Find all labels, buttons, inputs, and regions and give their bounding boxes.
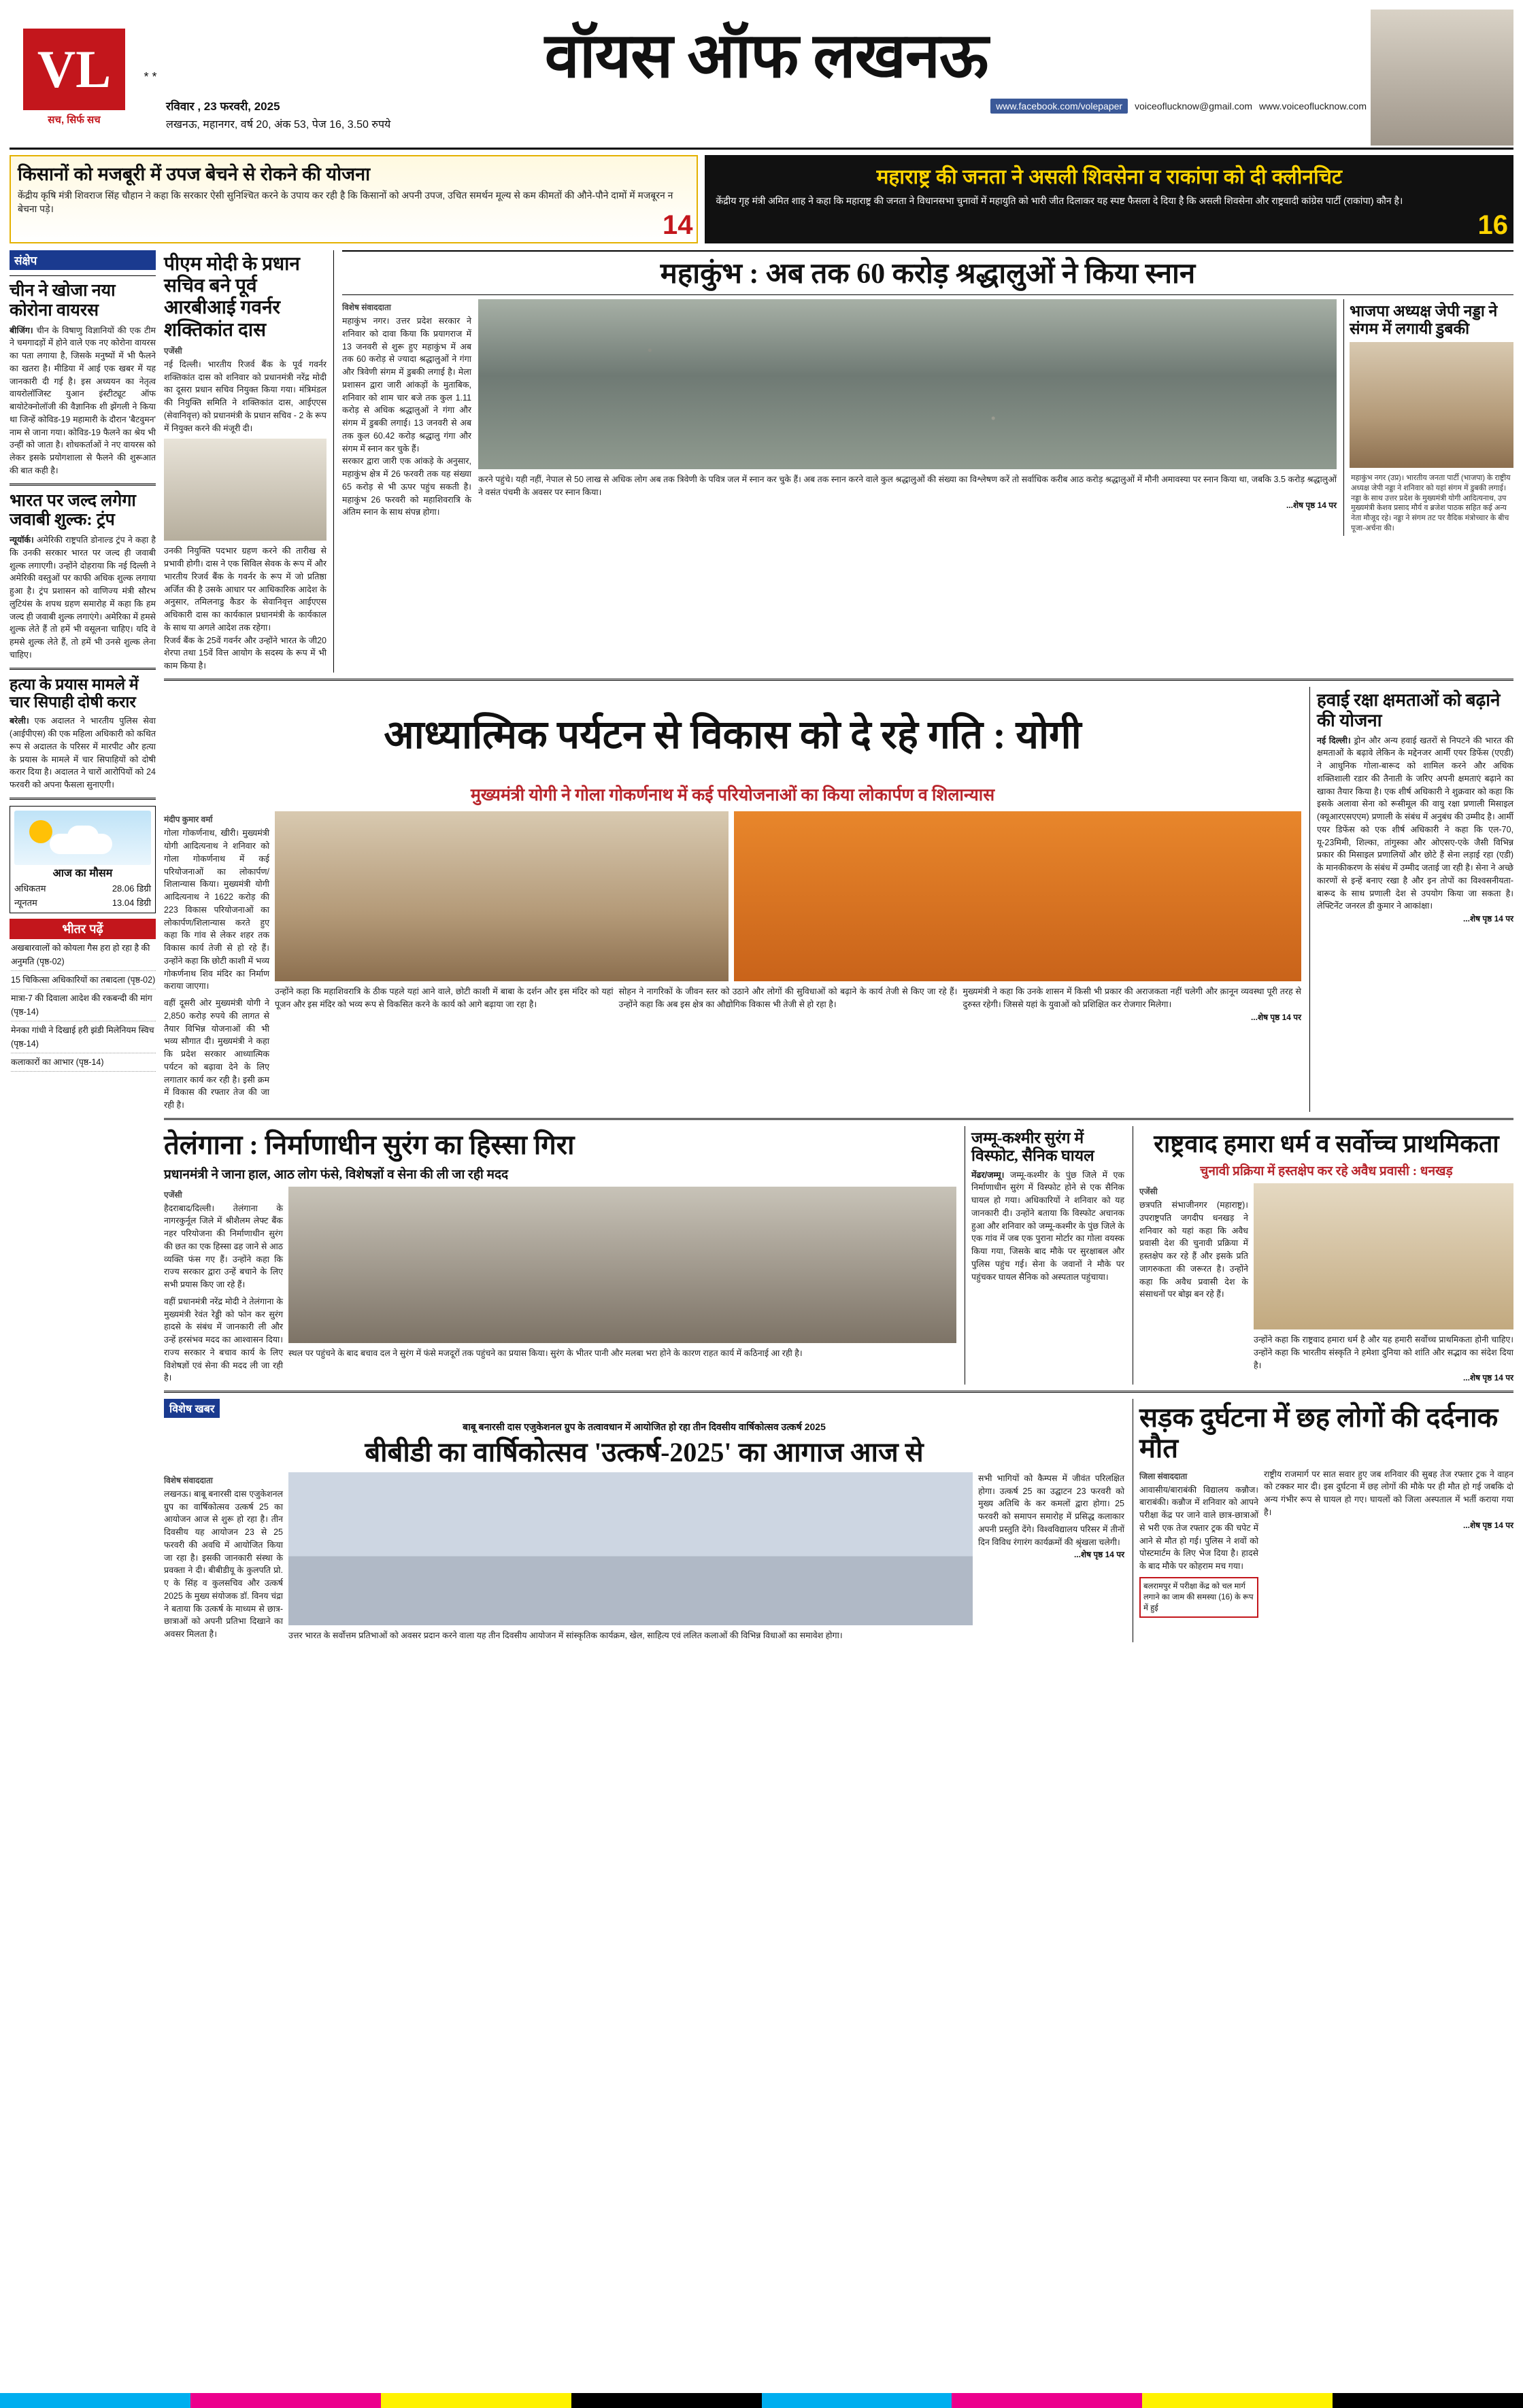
sankshep-label: संक्षेप xyxy=(10,250,156,270)
story-trump-tariff-headline: भारत पर जल्द लगेगा जवाबी शुल्क: ट्रंप xyxy=(10,491,136,530)
logo xyxy=(10,20,139,135)
story-nadda-headline: भाजपा अध्यक्ष जेपी नड्डा ने संगम में लगायी डुबकी xyxy=(1350,303,1498,338)
mahakumbh-crowd-photo xyxy=(478,299,1337,469)
story-bareilly-dateline: बरेली। xyxy=(10,716,29,726)
list-item[interactable]: अखबारवालों को कोयला गैस हरा हो रहा है की अनुमति (पृष्ठ-02) xyxy=(11,939,156,971)
story-telangana-col-1: हैदराबाद/दिल्ली। तेलंगाना के नागरकुर्नूल जिले में श्रीशैलम लेफ्ट बैंक नहर परियोजना की निर्माणाधीन सुरंग की छत का एक हिस्सा ढह जाने से आठ व्यक्ति फंस गए हैं। उन्होंने कहा कि राज्य सरकार द्वारा उन्हें बचाने के लिए सभी प्रयास किए जा रहे हैं। xyxy=(164,1203,283,1290)
story-bbdu-byline: विशेष संवाददाता xyxy=(164,1475,213,1485)
story-dhankhar-headline: राष्ट्रवाद हमारा धर्म व सर्वोच्च प्राथमिकता xyxy=(1154,1130,1499,1157)
story-mahakumbh-byline: विशेष संवाददाता xyxy=(342,303,391,313)
masthead-dateline xyxy=(162,98,1371,114)
weather-title: आज का मौसम xyxy=(52,867,113,879)
story-bareilly-headline: हत्या के प्रयास मामले में चार सिपाही दोषी करार xyxy=(10,675,139,711)
story-china-virus-headline: चीन ने खोजा नया कोरोना वायरस xyxy=(10,282,116,320)
story-dhankhar-byline: एजेंसी xyxy=(1139,1187,1158,1197)
story-china-virus-body: चीन के विषाणु विज्ञानियों की एक टीम ने चमगादड़ों में होने वाले एक नए कोरोना वायरस का पता लगाया है, जिसके मनुष्यों में भी फैलने का खतरा है। मीडिया में आई एक खबर में यह जानकारी दी गई है। इस अध्ययन का नेतृत्व वायरोलॉजिस्ट युआन इंस्टीट्यूट ऑफ बायोटेक्नोलॉजी की वैज्ञानिक शी झेंगली ने किया था जिन्हें कोविड-19 महामारी के दौरान 'बैटवुमन' नाम से जाना गया। कोविड-19 फैलने का श्रेय भी उन्हीं को जाता है। शोधकर्ताओं ने नए वायरस को लेकर इसके प्रयोगशाला से फैलने की शुरूआत की बात कही है। xyxy=(10,325,156,475)
cmyk-swatch-cyan-2 xyxy=(762,2393,952,2408)
yogi-photo-1 xyxy=(275,811,729,981)
yogi-photo-2 xyxy=(734,811,1301,981)
story-telangana-col-2: वहीं प्रधानमंत्री नरेंद्र मोदी ने तेलंगाना के मुख्यमंत्री रेवंत रेड्डी को फोन कर सुरंग हादसे के संबंध में जानकारी ली और उन्हें हरसंभव मदद का आश्वासन दिया। राज्य सरकार ने बचाव कार्य के लिए विशेषज्ञों एवं सेना की मदद ली जा रही है। xyxy=(164,1296,283,1383)
story-mahakumbh-body-2: सरकार द्वारा जारी एक आंकड़े के अनुसार, महाकुंभ क्षेत्र में 26 फरवरी तक यह संख्या 65 करोड़ से भी ऊपर पहुंच सकती है। महाकुंभ 26 फरवरी को महाशिवरात्रि के अंतिम स्नान के साथ संपन्न होगा। xyxy=(342,456,471,518)
story-jammu-dateline: मेंढर/जम्मू। xyxy=(971,1170,1005,1180)
story-bbdu-contd[interactable]: ...शेष पृष्ठ 14 पर xyxy=(1073,1550,1124,1560)
cmyk-swatch-yellow xyxy=(381,2393,571,2408)
story-jammu-headline: जम्मू-कश्मीर सुरंग में विस्फोट, सैनिक घायल xyxy=(971,1129,1094,1165)
telangana-tunnel-photo xyxy=(288,1187,956,1343)
story-accident-col-2: राष्ट्रीय राजमार्ग पर सात सवार हुए जब शनिवार की सुबह तेज रफ्तार ट्रक ने वाहन को टक्कर मार दी। इस दुर्घटना में छह लोगों की मौके पर ही मौत हो गई जबकि दो अन्य गंभीर रूप से घायल हो गए। घायलों को जिला अस्पताल में भर्ती कराया गया है। xyxy=(1264,1469,1513,1517)
story-jammu-body: जम्मू-कश्मीर के पुंछ जिले में एक निर्माणाधीन सुरंग में विस्फोट होने से एक सैनिक घायल हो गया। अधिकारियों ने शनिवार को यह जानकारी दी। उन्होंने बताया कि विस्फोट अचानक हुआ और शनिवार को जम्मू-कश्मीर के पुंछ जिले के एक गांव में जब एक पुराना मोर्टार का गोला वयस्क किया गया, जिसके बाद मौके पर सुरक्षाबल और पुलिस पहुंच गई। सेना के जवानों ने मौके पर पहुंचकर घायल सैनिक को अस्पताल पहुंचाया। xyxy=(971,1170,1124,1282)
list-item[interactable]: मात्रा-7 की दिवाला आदेश की रकबन्दी की मांग (पृष्ठ-14) xyxy=(11,989,156,1021)
list-item[interactable]: 15 चिकित्सा अधिकारियों का तबादला (पृष्ठ-02) xyxy=(11,971,156,989)
story-shaktikanta-byline: एजेंसी xyxy=(164,345,182,356)
story-bbdu-col-3: सभी भागियों को कैम्पस में जीवंत परिलक्षित होगा। उत्कर्ष 25 का उद्घाटन 23 फरवरी को मुख्य अतिथि के कर कमलों द्वारा होगा। 25 फरवरी को समापन समारोह में प्रसिद्ध कलाकार अपनी प्रस्तुति देंगे। विश्वविद्यालय परिसर में तीनों दिन विविध रंगारंग कार्यक्रमों की श्रृंखला चलेगी। xyxy=(978,1473,1124,1547)
story-mahakumbh-body-1: महाकुंभ नगर। उत्तर प्रदेश सरकार ने शनिवार को दावा किया कि प्रयागराज में 13 जनवरी से शुरू हुए महाकुंभ में अब तक 60 करोड़ से ज्यादा श्रद्धालुओं ने गंगा और त्रिवेणी संगम में डुबकी लगाई है। मेला प्रशासन द्वारा जारी आंकड़ों के मुताबिक, शनिवार को शाम चार बजे तक कुल 1.11 करोड़ से अधिक श्रद्धालुओं ने गंगा और संगम में डुबकी लगाई। 13 जनवरी से अब तक कुल 60.42 करोड़ श्रद्धालु गंगा और संगम में स्नान कर चुके हैं। xyxy=(342,316,471,454)
story-mahakumbh-contd[interactable]: ...शेष पृष्ठ 14 पर xyxy=(1286,500,1337,510)
inside-pages-label: भीतर पढ़ें xyxy=(10,919,156,939)
story-jammu-blast[interactable] xyxy=(965,1126,1124,1385)
story-yogi-subhead: मुख्यमंत्री योगी ने गोला गोकर्णनाथ में कई परियोजनाओं का किया लोकार्पण व शिलान्यास xyxy=(470,786,995,805)
cmyk-swatch-magenta-2 xyxy=(952,2393,1142,2408)
story-bbdu-col-1: लखनऊ। बाबू बनारसी दास एजुकेशनल ग्रुप का वार्षिकोत्सव उत्कर्ष 25 का आयोजन आज से शुरू हो रहा है। तीन दिवसीय यह आयोजन 23 से 25 फरवरी की अवधि में आयोजित किया जा रहा है। इसकी जानकारी संस्था के प्रवक्ता ने दी। बीबीडीयू के कुलपति प्रो. ए के सिंह व कुलसचिव और उत्कर्ष 2025 के मुख्य संयोजक डॉ. विनय चंद्रा ने बताया कि उत्कर्ष के माध्यम से छात्र-छात्राओं को अपनी प्रतिभा दिखाने का अवसर मिलता है। xyxy=(164,1489,283,1640)
story-mahakumbh[interactable] xyxy=(342,250,1513,673)
story-road-accident[interactable] xyxy=(1133,1399,1513,1642)
story-bbdu[interactable] xyxy=(164,1399,1124,1642)
story-air-defence-contd[interactable]: ...शेष पृष्ठ 14 पर xyxy=(1462,914,1513,924)
story-telangana-subhead: प्रधानमंत्री ने जाना हाल, आठ लोग फंसे, विशेषज्ञों व सेना की ली जा रही मदद xyxy=(164,1167,509,1182)
top-stories-block xyxy=(164,250,1513,673)
story-nadda[interactable] xyxy=(1343,299,1513,536)
cmyk-swatch-black xyxy=(571,2393,762,2408)
story-mahakumbh-body-3: करने पहुंचे। यही नहीं, नेपाल से 50 लाख से अधिक लोग अब तक त्रिवेणी के पवित्र जल में स्नान कर चुके हैं। अब तक स्नान करने वाले कुल श्रद्धालुओं की संख्या का विश्लेषण करें तो सर्वाधिक करीब आठ करोड़ श्रद्धालुओं में मौनी अमावस्या पर स्नान किया था, जबकि 3.5 करोड़ श्रद्धालुओं ने वसंत पंचमी के अवसर पर स्नान किया। xyxy=(478,475,1337,497)
special-news-badge: विशेष खबर xyxy=(164,1399,220,1418)
story-telangana-headline: तेलंगाना : निर्माणाधीन सुरंग का हिस्सा गिरा xyxy=(164,1129,575,1160)
middle-stories-block xyxy=(164,1126,1513,1385)
inside-pages-list xyxy=(10,939,156,1072)
story-shaktikanta-das[interactable] xyxy=(164,250,334,673)
story-shaktikanta-body-1: नई दिल्ली। भारतीय रिजर्व बैंक के पूर्व गवर्नर शक्तिकांत दास को शनिवार को प्रधानमंत्री नरेंद्र मोदी का दूसरा प्रधान सचिव नियुक्त किया गया। मंत्रिमंडल की नियुक्ति समिति ने शक्तिकांत दास, आईएएस (सेवानिवृत्त) को प्रधानमंत्री के प्रधान सचिव - 2 के रूप में नियुक्त करने की मंजूरी दी। xyxy=(164,359,327,433)
story-yogi-headline: आध्यात्मिक पर्यटन से विकास को दे रहे गति : योगी xyxy=(384,712,1082,757)
weather-min-label: न्यूनतम xyxy=(14,897,37,908)
promo-strip xyxy=(10,155,1513,243)
accident-alert-box: बलरामपुर में परीक्षा केंद्र को चल मार्ग लगाने का जाम की समस्या (16) के रूप में हुई xyxy=(1139,1577,1258,1618)
story-accident-byline: जिला संवाददाता xyxy=(1139,1471,1188,1481)
promo-right-headline: महाराष्ट्र की जनता ने असली शिवसेना व राकांपा को दी क्लीनचिट xyxy=(876,166,1342,188)
website-link[interactable]: www.voiceoflucknow.com xyxy=(1259,100,1367,112)
story-dhankhar-contd[interactable]: ...शेष पृष्ठ 14 पर xyxy=(1462,1373,1513,1383)
promo-card-farmers[interactable] xyxy=(10,155,698,243)
promo-left-headline: किसानों को मजबूरी में उपज बेचने से रोकने की योजना xyxy=(18,164,371,184)
story-yogi-byline: मंदीप कुमार वर्मा xyxy=(164,815,213,825)
promo-left-text: केंद्रीय कृषि मंत्री शिवराज सिंह चौहान ने कहा कि सरकार ऐसी सुनिश्चित करने के उपाय कर रही है कि किसानों को अपनी उपज, उचित समर्थन मूल्य से कम कीमतों की औने-पौने दामों में मजबूरन न बेचना पड़े। xyxy=(18,190,673,215)
story-telangana-col-3: स्थल पर पहुंचने के बाद बचाव दल ने सुरंग में फंसे मजदूरों तक पहुंचने का प्रयास किया। सुरंग के भीतर पानी और मलबा भरा होने के कारण राहत कार्य में कठिनाई आ रही है। xyxy=(288,1348,803,1358)
dhankhar-photo xyxy=(1254,1183,1513,1329)
story-trump-tariff-body: अमेरिकी राष्ट्रपति डोनाल्ड ट्रंप ने कहा है कि उनकी सरकार भारत पर जल्द ही जवाबी शुल्क लगाएगी। उन्होंने दोहराया कि नई दिल्ली ने अमेरिकी वस्तुओं पर काफी अधिक शुल्क लगाया हुआ है। ट्रंप प्रशासन को वाणिज्य मंत्री सौरभ लुटियंस के शपथ ग्रहण समारोह में कहा कि हम जल्द ही जवाबी शुल्क लगाएंगे। अमेरिका में हमसे शुल्क लेते हैं तो हमें भी वसूलना चाहिए। यदि वे हमसे शुल्क लेते हैं, तो हमें भी उनसे शुल्क लेना चाहिए। xyxy=(10,535,156,660)
bottom-stories-block xyxy=(164,1399,1513,1642)
issue-date: रविवार , 23 फरवरी, 2025 xyxy=(166,100,280,114)
weather-max-label: अधिकतम xyxy=(14,883,46,894)
cmyk-swatch-cyan xyxy=(0,2393,190,2408)
story-air-defence-body: ड्रोन और अन्य हवाई खतरों से निपटने की भारत की क्षमताओं के बढ़ावे लेकिन के मद्देनजर आर्मी एयर डिफेंस (एएडी) ने आधुनिक गोला-बारूद को शामिल करने और अधिक शक्तिशाली रडार की तैनाती के जरिए अपनी क्षमताएं बढ़ाने का खाका तैयार किया है। एक शीर्ष अधिकारी ने शुक्रवार को कहा कि इसके अलावा सेना को रूसीमूल की वायु रक्षा प्रणाली मिसाइल (क्यूआरएसएएम) प्रणाली के संबंध में अनुबंध की उम्मीद है। आर्मी एयर डिफेंस को एक शीर्ष अधिकारी ने कहा कि एल-70, यू-23मिमी, शिल्का, तांगुस्का और ओएसए-एके जैसी विभिन्न प्रकार की मिसाइल प्रणालियों और छोटे हैं सेना लड़ाई रहा (एडी) के मानकीकरण के संबंध में उम्मीद जताई जा रही है। सेना ने अच्छे कारणों से इन्हें बनाए रखा है और इन तोपों का विश्वसनीयता-बारूद के साथ प्रणाली देश से उपयोग किया जा सकता है। लेफ्टिनेंट जनरल डी कुमार ने आकांक्षा। xyxy=(1317,735,1513,911)
promo-right-text: केंद्रीय गृह मंत्री अमित शाह ने कहा कि महाराष्ट्र की जनता ने विधानसभा चुनावों में महायुति को भारी जीत दिलाकर यह स्पष्ट फैसला दे दिया है कि असली शिवसेना और राष्ट्रवादी कांग्रेस पार्टी (राकांपा) कौन है। xyxy=(716,195,1403,206)
story-dhankhar[interactable] xyxy=(1133,1126,1513,1385)
center-column xyxy=(164,250,1513,1642)
story-yogi[interactable] xyxy=(164,687,1301,1112)
story-dhankhar-subhead: चुनावी प्रक्रिया में हस्तक्षेप कर रहे अवैध प्रवासी : धनखड़ xyxy=(1200,1164,1453,1179)
story-yogi-col-4: सोहन ने नागरिकों के जीवन स्तर को उठाने और लोगों की सुविधाओं को बढ़ाने के कार्य तेजी से किए जा रहे हैं। उन्होंने कहा कि अब इस क्षेत्र का औद्योगिक विकास भी तेजी से हो रहा है। xyxy=(618,987,958,1010)
story-shaktikanta-body-3: रिजर्व बैंक के 25वें गवर्नर और उन्होंने भारत के जी20 शेरपा तथा 15वें वित्त आयोग के सदस्य के रूप में भी काम किया है। xyxy=(164,635,327,671)
story-bareilly-police[interactable] xyxy=(10,676,156,792)
logo-mark: VL xyxy=(23,29,125,110)
promo-right-page: 16 xyxy=(1477,210,1508,240)
weather-min-value: 13.04 डिग्री xyxy=(112,897,151,908)
edition-info: लखनऊ, महानगर, वर्ष 20, अंक 53, पेज 16, 3.50 रुपये xyxy=(166,119,391,131)
story-bbdu-headline: बीबीडी का वार्षिकोत्सव 'उत्कर्ष-2025' का आगाज आज से xyxy=(365,1437,924,1468)
promo-card-maharashtra[interactable] xyxy=(705,155,1513,243)
story-bbdu-topline: बाबू बनारसी दास एजुकेशनल ग्रुप के तत्वावधान में आयोजित हो रहा तीन दिवसीय वार्षिकोत्सव उत्कर्ष 2025 xyxy=(463,1421,826,1433)
cmyk-swatch-yellow-2 xyxy=(1142,2393,1333,2408)
left-column xyxy=(10,250,156,1642)
story-trump-tariff-dateline: न्यूयॉर्क। xyxy=(10,535,34,545)
story-yogi-col-5: मुख्यमंत्री ने कहा कि उनके शासन में किसी भी प्रकार की अराजकता नहीं चलेगी और क़ानून व्यवस्था पूरी तरह से दुरुस्त रहेगी। जिससे यहां के युवाओं को प्रशिक्षित कर रोजगार मिलेगा। xyxy=(963,987,1302,1010)
page-title: वॉयस ऑफ लखनऊ xyxy=(544,20,988,90)
main-grid xyxy=(10,250,1513,1642)
story-trump-tariff[interactable] xyxy=(10,492,156,662)
weather-sun-cloud-icon xyxy=(14,811,151,865)
story-accident-contd[interactable]: ...शेष पृष्ठ 14 पर xyxy=(1462,1520,1513,1530)
story-china-virus-dateline: बीजिंग। xyxy=(10,325,33,335)
weather-max-value: 28.06 डिग्री xyxy=(112,883,151,894)
shaktikanta-das-photo xyxy=(164,439,327,541)
story-yogi-contd[interactable]: ...शेष पृष्ठ 14 पर xyxy=(1250,1012,1301,1022)
cmyk-swatch-black-2 xyxy=(1333,2393,1523,2408)
promo-left-page: 14 xyxy=(662,210,693,240)
story-accident-col-1: आवासीय/बाराबंकी विद्यालय कन्नौज। बाराबंकी। कन्नौज में शनिवार को आपने परीक्षा केंद्र पर जाने वाले छात्र-छात्राओं से भरी एक तेज रफ्तार ट्रक की चपेट में आने से मौत हो गई। पुलिस ने शवों को पोस्टमार्टम के लिए भेज दिया है। हादसे के बाद मौके पर कोहराम मच गया। xyxy=(1139,1485,1258,1572)
cmyk-swatch-magenta xyxy=(190,2393,381,2408)
story-dhankhar-col-1: छत्रपति संभाजीनगर (महाराष्ट्र)। उपराष्ट्रपति जगदीप धनखड़ ने शनिवार को यहां कहा कि अवैध प्रवासी देश की चुनावी प्रक्रिया में हस्तक्षेप कर रहे हैं और इसके प्रति जागरुकता की जरूरत है। उन्होंने कहा कि अवैध प्रवासी देश के संसाधनों पर बोझ बन रहे हैं। xyxy=(1139,1200,1248,1300)
weather-widget xyxy=(10,806,156,913)
story-yogi-col-3: उन्होंने कहा कि महाशिवरात्रि के ठीक पहले यहां आने वाले, छोटी काशी में बाबा के दर्शन और इस मंदिर को यहां पूजन और इस मंदिर को भव्य रूप से विकसित करने के कार्य को आगे बढ़ाया जा रहा है। xyxy=(275,987,614,1010)
story-china-virus[interactable] xyxy=(10,282,156,477)
story-shaktikanta-headline: पीएम मोदी के प्रधान सचिव बने पूर्व आरबीआई गवर्नर शक्तिकांत दास xyxy=(164,254,300,341)
story-yogi-col-2: वहीं दूसरी ओर मुख्यमंत्री योगी ने 2,850 करोड़ रुपये की लागत से तैयार विभिन्न योजनाओं की भी भव्य सौगात दी। मुख्यमंत्री ने कहा कि प्रदेश सरकार आध्यात्मिक पर्यटन को बढ़ावा देने के लिए लगातार कार्य कर रही है। इसी क्रम में विकास की रफ्तार तेज की जा रही है। xyxy=(164,998,269,1110)
nadda-photo xyxy=(1350,342,1513,468)
story-dhankhar-col-2: उन्होंने कहा कि राष्ट्रवाद हमारा धर्म है और यह हमारी सर्वोच्च प्राथमिकता होनी चाहिए। उन्होंने कहा कि भारतीय संस्कृति ने हमेशा दुनिया को शांति और सद्भाव का संदेश दिया है। xyxy=(1254,1335,1513,1370)
story-accident-headline: सड़क दुर्घटना में छह लोगों की दर्दनाक मौत xyxy=(1139,1402,1499,1463)
masthead-portrait-photo xyxy=(1371,10,1513,146)
masthead xyxy=(10,7,1513,150)
stars: * * xyxy=(144,70,157,84)
yogi-block xyxy=(164,687,1513,1112)
logo-tagline: सच, सिर्फ सच xyxy=(48,114,101,126)
story-nadda-caption: महाकुंभ नगर (उप्र)। भारतीय जनता पार्टी (भाजपा) के राष्ट्रीय अध्यक्ष जेपी नड्डा ने शनिवार को यहां संगम में डुबकी लगाई। नड्डा के साथ उत्तर प्रदेश के मुख्यमंत्री योगी आदित्यनाथ, उप मुख्यमंत्री केशव प्रसाद मौर्य व ब्रजेश पाठक सहित कई अन्य नेता मौजूद रहे। नड्डा ने संगम तट पर वैदिक मंत्रोच्चार के बीच पूजा-अर्चना की। xyxy=(1351,473,1511,533)
story-air-defence[interactable] xyxy=(1309,687,1513,1112)
story-telangana-byline: एजेंसी xyxy=(164,1189,182,1200)
facebook-link[interactable]: www.facebook.com/volepaper xyxy=(990,99,1128,114)
list-item[interactable]: कलाकारों का आभार (पृष्ठ-14) xyxy=(11,1053,156,1072)
list-item[interactable]: मेनका गांधी ने दिखाई हरी झंडी मिलेनियम स्विच (पृष्ठ-14) xyxy=(11,1021,156,1053)
story-telangana[interactable] xyxy=(164,1126,956,1385)
story-air-defence-dateline: नई दिल्ली। xyxy=(1317,735,1351,745)
email-link[interactable]: voiceoflucknow@gmail.com xyxy=(1135,100,1253,112)
story-mahakumbh-headline: महाकुंभ : अब तक 60 करोड़ श्रद्धालुओं ने किया स्नान xyxy=(660,258,1196,290)
story-shaktikanta-body-2: उनकी नियुक्ति पदभार ग्रहण करने की तारीख से प्रभावी होगी। दास ने एक सिविल सेवक के रूप में और भारतीय रिजर्व बैंक के गवर्नर के रूप में जो प्रतिष्ठा अर्जित की है उसके आधार पर आधिकारिक आदेश के अनुसार, तमिलनाडु कैडर के सेवानिवृत्त आईएएस अधिकारी दास का कार्यकाल प्रधानमंत्री के कार्यकाल के साथ या अगले आदेश तक रहेगा। xyxy=(164,546,327,632)
story-yogi-col-1: गोला गोकर्णनाथ, खीरी। मुख्यमंत्री योगी आदित्यनाथ ने शनिवार को गोला गोकर्णनाथ में कई परियोजनाओं का लोकार्पण/शिलान्यास किया। मुख्यमंत्री योगी आदित्यनाथ ने 1622 करोड़ की 223 विकास परियोजनाओं का लोकार्पण/शिलान्यास करते हुए कहा कि गांव से लेकर शहर तक विकास कार्य तेजी से हो रहे हैं। उन्होंने कहा कि छोटी काशी में भव्य गोकर्णनाथ शिव मंदिर का निर्माण कराया जाएगा। xyxy=(164,828,269,991)
story-bbdu-col-2: उत्तर भारत के सर्वोत्तम प्रतिभाओं को अवसर प्रदान करने वाला यह तीन दिवसीय आयोजन में सांस्कृतिक कार्यक्रम, खेल, साहित्य एवं ललित कलाओं की विभिन्न विधाओं का समावेश होगा। xyxy=(288,1630,843,1640)
cmyk-registration-bar xyxy=(0,2393,1523,2408)
story-air-defence-headline: हवाई रक्षा क्षमताओं को बढ़ाने की योजना xyxy=(1317,690,1501,730)
story-bareilly-body: एक अदालत ने भारतीय पुलिस सेवा (आईपीएस) की एक महिला अधिकारी को कथित रूप से अदालत के परिसर में मारपीट और हत्या के प्रयास के मामले में चार सिपाहियों को दोषी करार दिया है। अदालत ने चारों आरोपियों को 24 फरवरी को अपना फैसला सुनाएगी। xyxy=(10,716,156,790)
bbdu-campus-photo xyxy=(288,1472,973,1625)
